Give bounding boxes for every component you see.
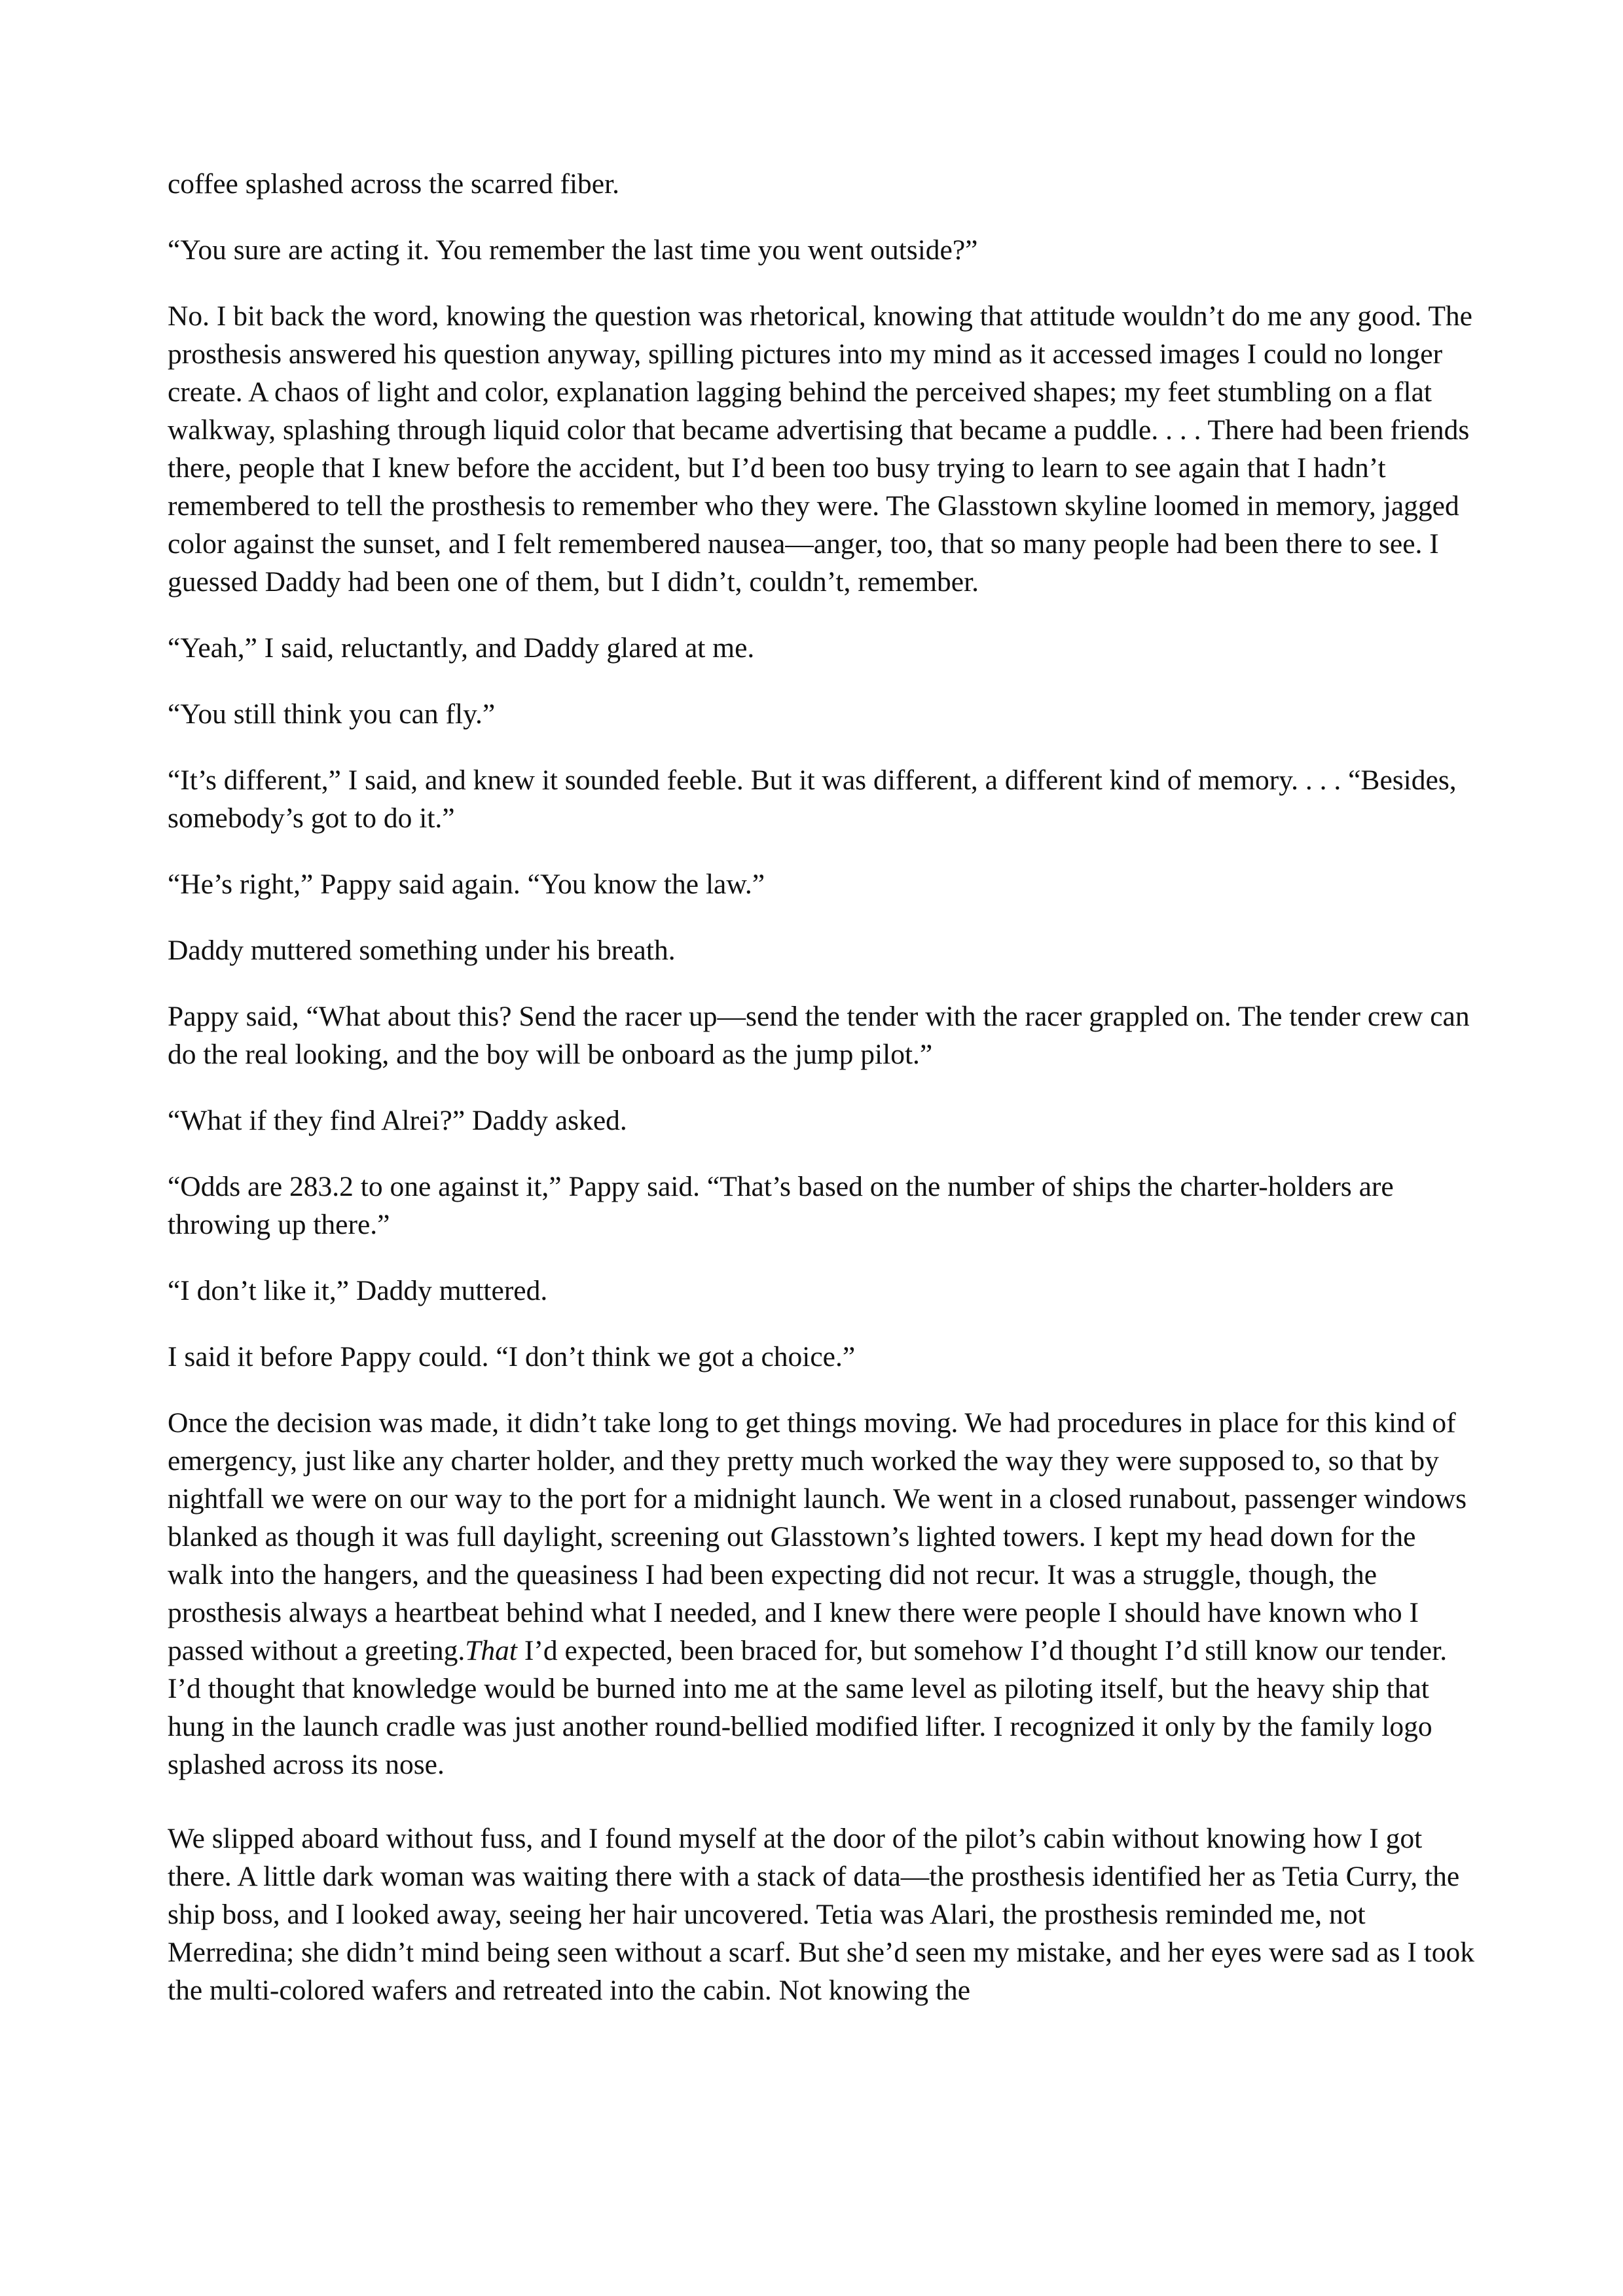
paragraph-15: We slipped aboard without fuss, and I found myself at the door of the pilot’s cabin without knowing how I got there. A little dark woman was waiting there with a stack of data—the prosthesis identified her as Tetia Curry, the ship boss, and I looked away, seeing her hair uncovered. Tetia was Alari, the prosthesis reminded me, not Merredina; she didn’t mind being seen without a scarf. But she’d seen my mistake, and her eyes were sad as I took the multi-colored wafers and retreated into the cabin. Not knowing the	[168, 1823, 1475, 2006]
paragraph-7: “He’s right,” Pappy said again. “You know the law.”	[168, 869, 765, 900]
paragraph-11: “Odds are 283.2 to one against it,” Pappy said. “That’s based on the number of ships the charter-holders are throwing up there.”	[168, 1171, 1394, 1240]
paragraph-3: No. I bit back the word, knowing the question was rhetorical, knowing that attitude wouldn’t do me any good. The prosthesis answered his question anyway, spilling pictures into my mind as it accessed images I could no longer create. A chaos of light and color, explanation lagging behind the perceived shapes; my feet stumbling on a flat walkway, splashing through liquid color that became advertising that became a puddle. . . . There had been friends there, people that I knew before the accident, but I’d been too busy trying to learn to see again that I hadn’t remembered to tell the prosthesis to remember who they were. The Glasstown skyline loomed in memory, jagged color against the sunset, and I felt remembered nausea—anger, too, that so many people had been there to see. I guessed Daddy had been one of them, but I didn’t, couldn’t, remember.	[168, 300, 1472, 598]
paragraph-14-start: Once the decision was made, it didn’t take long to get things moving. We had procedures in place for this kind of emergency, just like any charter holder, and they pretty much worked the way they were supposed to, so that by nightfall we were on our way to the port for a midnight launch. We went in a closed runabout, passenger windows blanked as though it was full daylight, screening out Glasstown’s lighted towers. I kept my head down for the walk into the hangers, and the queasiness I had been expecting did not recur. It was a struggle, though, the prosthesis always a heartbeat behind what I needed, and I knew there were people I should have known who I passed without a greeting.	[168, 1407, 1467, 1666]
paragraph-12: “I don’t like it,” Daddy muttered.	[168, 1275, 548, 1306]
paragraph-14	[168, 1404, 1477, 1784]
paragraph-13: I said it before Pappy could. “I don’t think we got a choice.”	[168, 1341, 856, 1372]
paragraph-6: “It’s different,” I said, and knew it sounded feeble. But it was different, a different kind of memory. . . . “Besides, somebody’s got to do it.”	[168, 764, 1457, 834]
paragraph-8: Daddy muttered something under his breath.	[168, 935, 676, 966]
document-page	[168, 165, 1477, 2009]
paragraph-4: “Yeah,” I said, reluctantly, and Daddy glared at me.	[168, 632, 755, 664]
paragraph-9: Pappy said, “What about this? Send the racer up—send the tender with the racer grappled on. The tender crew can do the real looking, and the boy will be onboard as the jump pilot.”	[168, 1001, 1470, 1070]
paragraph-2: “You sure are acting it. You remember the last time you went outside?”	[168, 234, 978, 266]
paragraph-5: “You still think you can fly.”	[168, 698, 496, 730]
paragraph-14-end: I’d expected, been braced for, but somehow I’d thought I’d still know our tender. I’d thought that knowledge would be burned into me at the same level as piloting itself, but the heavy ship that hung in the launch cradle was just another round-bellied modified lifter. I recognized it only by the family logo splashed across its nose.	[168, 1635, 1448, 1780]
paragraph-1: coffee splashed across the scarred fiber.	[168, 168, 620, 200]
paragraph-10: “What if they find Alrei?” Daddy asked.	[168, 1105, 627, 1136]
paragraph-14-emphasis: That	[465, 1635, 518, 1666]
